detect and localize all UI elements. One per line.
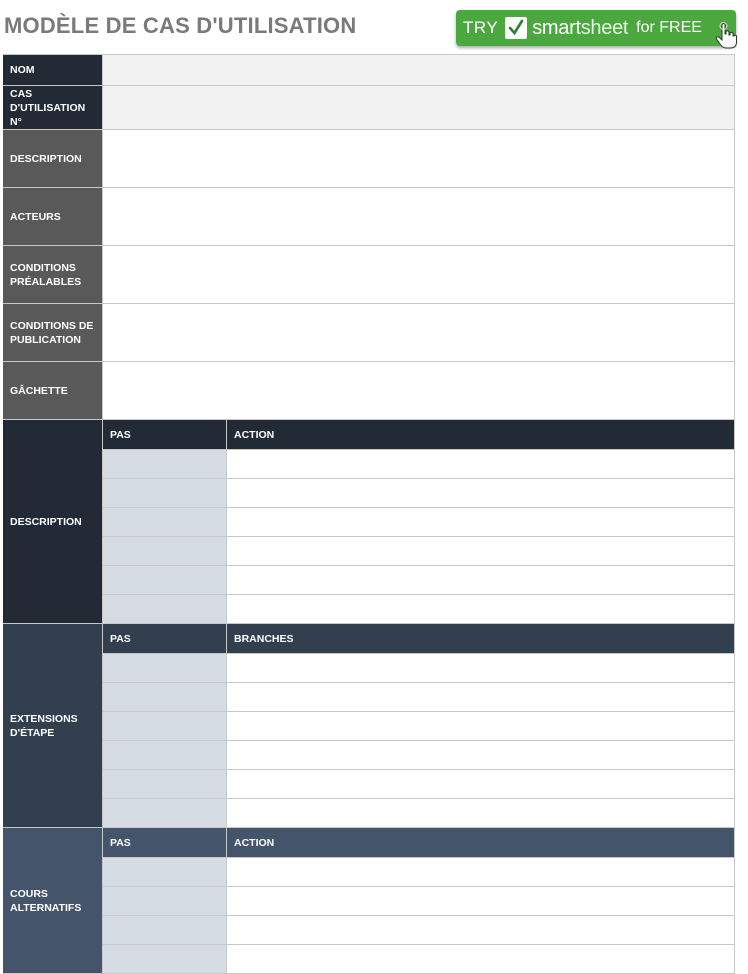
- checkmark-icon: [505, 17, 527, 39]
- step-cell[interactable]: [103, 683, 227, 711]
- field-row-nom: [3, 55, 735, 86]
- section-header: [103, 828, 735, 857]
- table-row: [103, 798, 735, 827]
- table-row: [103, 449, 735, 478]
- table-row: [103, 886, 735, 915]
- field-value-nom[interactable]: [103, 55, 735, 85]
- table-row: [103, 682, 735, 711]
- table-row: [103, 536, 735, 565]
- field-label: CAS D'UTILISATION N°: [3, 86, 103, 129]
- try-smartsheet-banner[interactable]: [456, 10, 736, 46]
- field-label: GÂCHETTE: [3, 362, 103, 419]
- section-cours-alternatifs: [3, 828, 735, 974]
- step-cell[interactable]: [103, 566, 227, 594]
- action-cell[interactable]: [227, 450, 735, 478]
- step-cell[interactable]: [103, 537, 227, 565]
- step-cell[interactable]: [103, 741, 227, 769]
- step-cell[interactable]: [103, 712, 227, 740]
- table-row: [103, 507, 735, 536]
- table-row: [103, 711, 735, 740]
- table-row: [103, 769, 735, 798]
- step-cell[interactable]: [103, 479, 227, 507]
- field-value-conditions-prealables[interactable]: [103, 246, 735, 303]
- table-row: [103, 740, 735, 769]
- action-cell[interactable]: [227, 595, 735, 623]
- field-row-gachette: [3, 362, 735, 420]
- field-row-numero: [3, 86, 735, 130]
- branch-cell[interactable]: [227, 770, 735, 798]
- section-label: DESCRIPTION: [3, 420, 103, 623]
- step-cell[interactable]: [103, 595, 227, 623]
- field-row-conditions-publication: [3, 304, 735, 362]
- action-cell[interactable]: [227, 537, 735, 565]
- banner-brand: smartsheet: [532, 16, 629, 39]
- table-row: [103, 944, 735, 973]
- action-cell[interactable]: [227, 508, 735, 536]
- section-extensions: [3, 624, 735, 828]
- action-cell[interactable]: [227, 479, 735, 507]
- table-row: [103, 653, 735, 682]
- field-label: NOM: [3, 55, 103, 85]
- step-cell[interactable]: [103, 799, 227, 827]
- section-label: COURS ALTERNATIFS: [3, 828, 103, 973]
- col-header-pas: PAS: [103, 624, 227, 653]
- field-value-description[interactable]: [103, 130, 735, 187]
- step-cell[interactable]: [103, 858, 227, 886]
- section-header: [103, 624, 735, 653]
- field-row-conditions-prealables: [3, 246, 735, 304]
- field-label: CONDITIONS DE PUBLICATION: [3, 304, 103, 361]
- section-description: [3, 420, 735, 624]
- table-row: [103, 915, 735, 944]
- field-row-description: [3, 130, 735, 188]
- branch-cell[interactable]: [227, 654, 735, 682]
- col-header-branches: BRANCHES: [227, 624, 735, 653]
- table-row: [103, 478, 735, 507]
- field-label: ACTEURS: [3, 188, 103, 245]
- action-cell[interactable]: [227, 916, 735, 944]
- branch-cell[interactable]: [227, 741, 735, 769]
- col-header-action: ACTION: [227, 828, 735, 857]
- field-value-numero[interactable]: [103, 86, 735, 129]
- branch-cell[interactable]: [227, 712, 735, 740]
- page-title: MODÈLE DE CAS D'UTILISATION: [4, 13, 357, 38]
- col-header-action: ACTION: [227, 420, 735, 449]
- field-value-conditions-publication[interactable]: [103, 304, 735, 361]
- table-row: [103, 857, 735, 886]
- field-label: DESCRIPTION: [3, 130, 103, 187]
- step-cell[interactable]: [103, 508, 227, 536]
- action-cell[interactable]: [227, 566, 735, 594]
- branch-cell[interactable]: [227, 683, 735, 711]
- section-label: EXTENSIONS D'ÉTAPE: [3, 624, 103, 827]
- banner-try-text: TRY: [463, 18, 499, 37]
- step-cell[interactable]: [103, 916, 227, 944]
- use-case-table: [3, 54, 735, 974]
- col-header-pas: PAS: [103, 420, 227, 449]
- section-header: [103, 420, 735, 449]
- field-value-gachette[interactable]: [103, 362, 735, 419]
- banner-free-text: for FREE: [636, 19, 702, 36]
- hand-pointer-icon: [714, 22, 738, 55]
- action-cell[interactable]: [227, 945, 735, 973]
- action-cell[interactable]: [227, 858, 735, 886]
- step-cell[interactable]: [103, 770, 227, 798]
- table-row: [103, 594, 735, 623]
- table-row: [103, 565, 735, 594]
- field-label: CONDITIONS PRÉALABLES: [3, 246, 103, 303]
- branch-cell[interactable]: [227, 799, 735, 827]
- field-row-acteurs: [3, 188, 735, 246]
- step-cell[interactable]: [103, 945, 227, 973]
- step-cell[interactable]: [103, 887, 227, 915]
- step-cell[interactable]: [103, 654, 227, 682]
- action-cell[interactable]: [227, 887, 735, 915]
- col-header-pas: PAS: [103, 828, 227, 857]
- field-value-acteurs[interactable]: [103, 188, 735, 245]
- step-cell[interactable]: [103, 450, 227, 478]
